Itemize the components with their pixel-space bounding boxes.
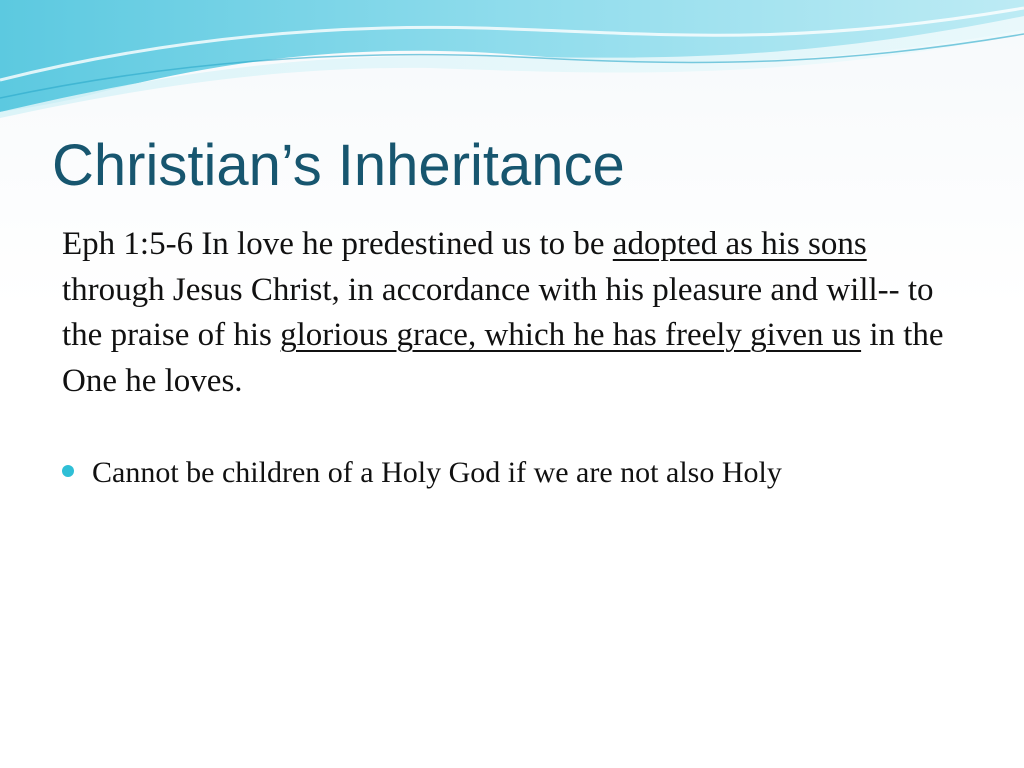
- verse-text-2: through Jesus Christ, in accordance with his pleasure and will-- to the praise of his: [62, 271, 934, 353]
- verse-text-3: in the One he loves.: [62, 317, 944, 399]
- verse-text-1: Eph 1:5-6 In love he predestined us to be: [62, 226, 613, 262]
- bullet-text: Cannot be children of a Holy God if we are not also Holy: [92, 456, 782, 489]
- bullet-item: [62, 452, 782, 494]
- verse-underline-adopted: adopted as his sons: [612, 226, 867, 262]
- header-wave-decoration: [0, 0, 1024, 130]
- bullet-list: [62, 452, 782, 494]
- verse-paragraph: [62, 222, 962, 404]
- verse-underline-grace: glorious grace, which he has freely given us: [280, 317, 862, 353]
- bullet-dot-icon: [62, 465, 74, 477]
- slide-title: Christian’s Inheritance: [52, 133, 625, 198]
